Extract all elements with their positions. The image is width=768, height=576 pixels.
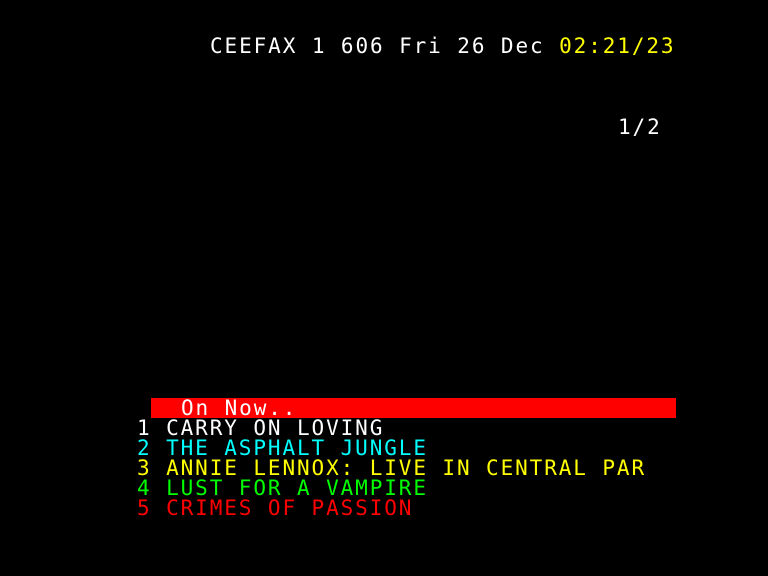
page-number: 606 [340,34,385,58]
date-day: 26 [457,34,487,58]
item-title: CRIMES OF PASSION [166,496,414,520]
service-name: CEEFAX [210,34,298,58]
list-item [137,438,428,458]
date-month: Dec [500,34,545,58]
list-item [137,478,428,498]
item-number: 1 [137,416,152,440]
list-item [137,498,413,518]
subpage-indicator: 1/2 [618,115,662,139]
on-now-banner [151,398,676,418]
list-item [137,418,384,438]
item-number: 3 [137,456,152,480]
banner-label: On Now.. [181,396,298,420]
item-number: 4 [137,476,152,500]
item-title: CARRY ON LOVING [166,416,385,440]
item-number: 2 [137,436,152,460]
header-row [210,36,675,56]
list-item [137,458,646,478]
item-title: ANNIE LENNOX: LIVE IN CENTRAL PAR [166,456,647,480]
item-title: THE ASPHALT JUNGLE [166,436,428,460]
clock: 02:21/23 [559,34,676,58]
item-title: LUST FOR A VAMPIRE [166,476,428,500]
item-number: 5 [137,496,152,520]
channel-number: 1 [311,34,327,58]
day-of-week: Fri [399,34,443,58]
